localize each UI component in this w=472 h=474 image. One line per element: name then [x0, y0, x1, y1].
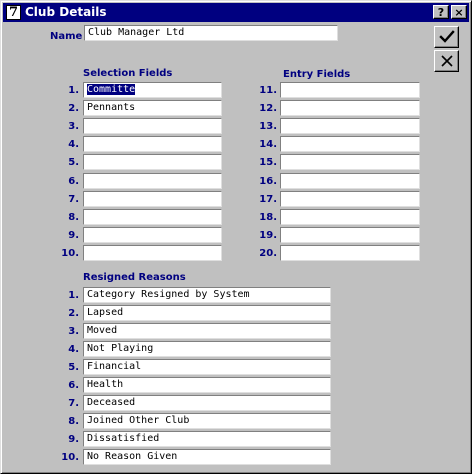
resigned-reason-4[interactable]: Not Playing [83, 341, 331, 357]
resigned-num: 2. [68, 308, 79, 319]
close-button[interactable]: × [451, 5, 467, 19]
x-icon [440, 54, 454, 68]
selection-field-5[interactable] [83, 154, 222, 170]
resigned-reason-8[interactable]: Joined Other Club [83, 413, 331, 429]
selection-field-4[interactable] [83, 136, 222, 152]
resigned-num: 1. [68, 290, 79, 301]
selection-field-1[interactable] [83, 82, 222, 98]
entry-num: 17. [259, 194, 277, 205]
resigned-num: 4. [68, 344, 79, 355]
entry-field-17[interactable] [280, 191, 420, 207]
selection-field-6[interactable] [83, 173, 222, 189]
selection-field-7[interactable] [83, 191, 222, 207]
resigned-reason-9[interactable]: Dissatisfied [83, 431, 331, 447]
resigned-num: 5. [68, 362, 79, 373]
help-button[interactable]: ? [433, 5, 449, 19]
entry-num: 19. [259, 230, 277, 241]
app-icon[interactable] [6, 5, 21, 20]
name-field[interactable]: Club Manager Ltd [84, 25, 338, 41]
selection-num: 2. [68, 103, 79, 114]
resigned-reason-3[interactable]: Moved [83, 323, 331, 339]
resigned-reason-2[interactable]: Lapsed [83, 305, 331, 321]
entry-num: 13. [259, 121, 277, 132]
selection-num: 6. [68, 176, 79, 187]
entry-num: 18. [259, 212, 277, 223]
selection-num: 9. [68, 230, 79, 241]
entry-field-18[interactable] [280, 209, 420, 225]
selection-fields-heading: Selection Fields [83, 68, 173, 79]
window-title: Club Details [25, 5, 107, 19]
entry-field-13[interactable] [280, 118, 420, 134]
app-icon-glyph: 7 [8, 5, 19, 20]
entry-field-15[interactable] [280, 154, 420, 170]
entry-num: 14. [259, 139, 277, 150]
entry-field-19[interactable] [280, 227, 420, 243]
name-label: Name [50, 31, 83, 42]
entry-num: 11. [259, 85, 277, 96]
cancel-button[interactable] [434, 50, 459, 72]
entry-num: 20. [259, 248, 277, 259]
resigned-num: 9. [68, 434, 79, 445]
selection-num: 8. [68, 212, 79, 223]
ok-button[interactable] [434, 26, 459, 48]
resigned-reason-7[interactable]: Deceased [83, 395, 331, 411]
selection-num: 3. [68, 121, 79, 132]
resigned-reason-6[interactable]: Health [83, 377, 331, 393]
selection-field-8[interactable] [83, 209, 222, 225]
selection-num: 4. [68, 139, 79, 150]
resigned-reason-10[interactable]: No Reason Given [83, 449, 331, 465]
selected-text: Committe [87, 84, 136, 95]
entry-field-16[interactable] [280, 173, 420, 189]
selection-field-10[interactable] [83, 245, 222, 261]
entry-field-11[interactable] [280, 82, 420, 98]
selection-num: 1. [68, 85, 79, 96]
resigned-num: 7. [68, 398, 79, 409]
title-bar[interactable] [3, 3, 469, 22]
resigned-num: 3. [68, 326, 79, 337]
selection-num: 7. [68, 194, 79, 205]
resigned-num: 6. [68, 380, 79, 391]
entry-num: 12. [259, 103, 277, 114]
entry-field-14[interactable] [280, 136, 420, 152]
selection-field-2[interactable]: Pennants [83, 100, 222, 116]
selection-num: 5. [68, 157, 79, 168]
resigned-reason-5[interactable]: Financial [83, 359, 331, 375]
entry-fields-heading: Entry Fields [283, 69, 351, 80]
resigned-reason-1[interactable]: Category Resigned by System [83, 287, 331, 303]
selection-field-3[interactable] [83, 118, 222, 134]
entry-num: 15. [259, 157, 277, 168]
entry-field-12[interactable] [280, 100, 420, 116]
resigned-reasons-heading: Resigned Reasons [83, 272, 186, 283]
entry-field-20[interactable] [280, 245, 420, 261]
selection-field-9[interactable] [83, 227, 222, 243]
resigned-num: 8. [68, 416, 79, 427]
entry-num: 16. [259, 176, 277, 187]
resigned-num: 10. [61, 452, 79, 463]
selection-num: 10. [61, 248, 79, 259]
check-icon [439, 30, 455, 44]
